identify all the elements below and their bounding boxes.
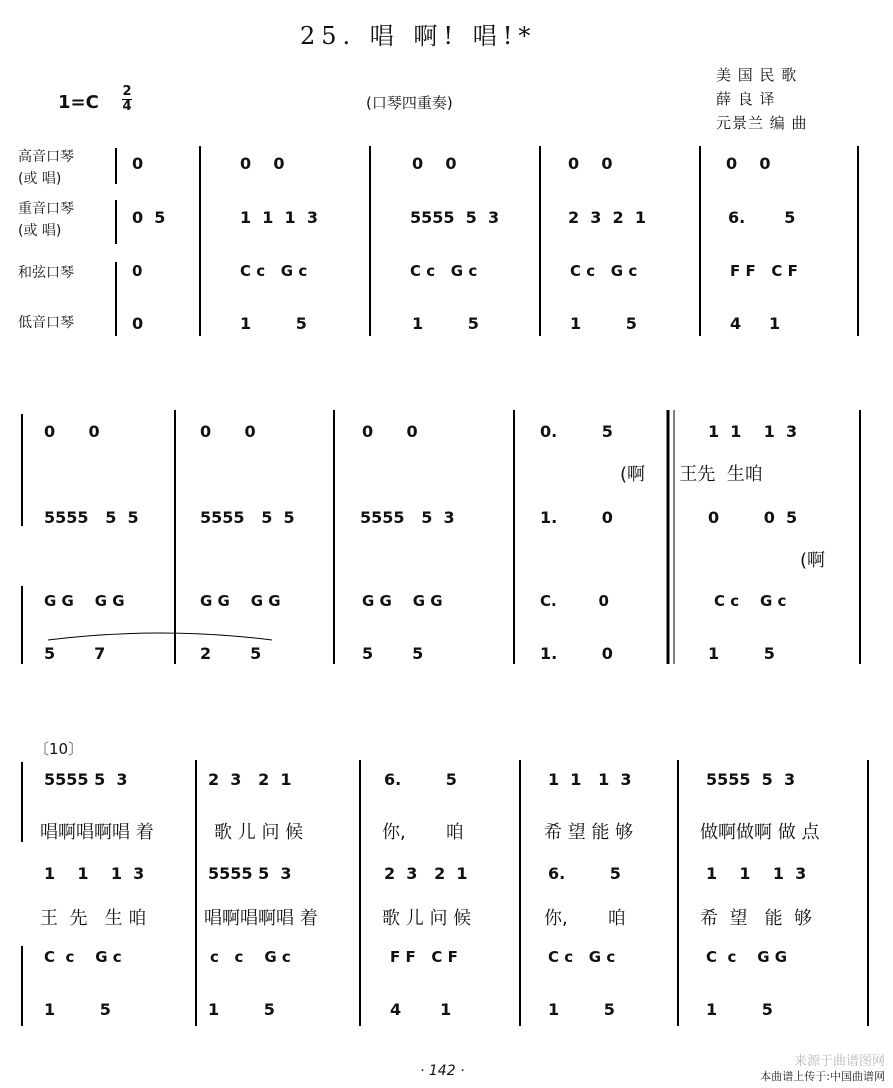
s3-soprano-m1: 5555 5 3 [44, 770, 128, 789]
s1-tenor-m4: 2 3 2 1 [568, 208, 646, 227]
rehearsal-mark: 〔10〕 [34, 740, 84, 758]
s2-tenor-m4: 1. 0 [540, 508, 613, 527]
s2-soprano-m2: 0 0 [200, 422, 256, 441]
s1-tenor-m3: 5555 5 3 [410, 208, 500, 227]
song-title: 25. 唱 啊! 唱!* [300, 22, 537, 50]
s3-soprano-lyric-m3: 你, 咱 [382, 822, 464, 843]
s3-soprano-m3: 6. 5 [384, 770, 457, 789]
s3-tenor-lyric-m5: 希 望 能 够 [700, 908, 813, 929]
page-number: · 142 · [420, 1063, 465, 1079]
instrument-label-tenor: 重音口琴 (或 唱) [18, 201, 74, 239]
s3-soprano-lyric-m5: 做啊做啊 做 点 [700, 822, 820, 843]
s2-chord-m4: C. 0 [540, 592, 609, 610]
instrument-label-bass: 低音口琴 [18, 315, 74, 331]
s3-soprano-m5: 5555 5 3 [706, 770, 796, 789]
subtitle: (口琴四重奏) [366, 94, 453, 112]
s1-bass-m2: 1 5 [240, 314, 307, 333]
s2-soprano-m1: 0 0 [44, 422, 100, 441]
s3-chord-m5: C c G G [706, 948, 788, 966]
s1-tenor-m1: 0 5 [132, 208, 166, 227]
s3-bass-m5: 1 5 [706, 1000, 773, 1019]
s2-tenor-m2: 5555 5 5 [200, 508, 295, 527]
s2-soprano-m3: 0 0 [362, 422, 418, 441]
s3-bass-m2: 1 5 [208, 1000, 275, 1019]
s3-soprano-m2: 2 3 2 1 [208, 770, 292, 789]
s2-soprano-m4: 0. 5 [540, 422, 613, 441]
key-signature: 1=C [58, 92, 99, 113]
s2-chord-m2: G G G G [200, 592, 281, 610]
time-signature-bottom: 4 [122, 99, 132, 114]
s3-tenor-m5: 1 1 1 3 [706, 864, 807, 883]
s3-soprano-lyric-m4: 希 望 能 够 [544, 822, 634, 843]
s1-tenor-m5: 6. 5 [728, 208, 796, 227]
s3-tenor-m2: 5555 5 3 [208, 864, 292, 883]
s1-soprano-m5: 0 0 [726, 154, 771, 173]
s2-tenor-m3: 5555 5 3 [360, 508, 455, 527]
s3-chord-m2: c c G c [210, 948, 291, 966]
watermark-top: 来源于曲谱图网 [793, 1054, 885, 1069]
instrument-label-soprano: 高音口琴 (或 唱) [18, 149, 74, 187]
s2-bass-m3: 5 5 [362, 644, 424, 663]
time-signature-top: 2 [122, 84, 132, 99]
s3-soprano-lyric-m1: 唱啊唱啊唱 着 [40, 822, 154, 843]
credit-arranger: 元景兰 编 曲 [716, 114, 808, 132]
s1-chord-m2: C c G c [240, 262, 308, 280]
credit-translator: 薛 良 译 [716, 90, 776, 108]
s1-chord-m5: F F C F [730, 262, 798, 280]
s1-bass-m5: 4 1 [730, 314, 781, 333]
s3-tenor-m4: 6. 5 [548, 864, 621, 883]
credit-origin: 美 国 民 歌 [716, 66, 798, 84]
watermark-bottom: 本曲谱上传于:中国曲谱网 [760, 1070, 885, 1083]
instrument-label-chord: 和弦口琴 [18, 265, 74, 281]
s1-tenor-m2: 1 1 1 3 [240, 208, 318, 227]
s2-soprano-lyric: (啊 王先 生咱 [620, 464, 763, 485]
s3-chord-m4: C c G c [548, 948, 616, 966]
s1-chord-m4: C c G c [570, 262, 638, 280]
s1-bass-m3: 1 5 [412, 314, 479, 333]
s2-chord-m1: G G G G [44, 592, 125, 610]
s2-chord-m3: G G G G [362, 592, 443, 610]
s3-chord-m3: F F C F [390, 948, 458, 966]
s2-bass-m2: 2 5 [200, 644, 262, 663]
s3-bass-m3: 4 1 [390, 1000, 452, 1019]
s2-chord-m5: C c G c [714, 592, 787, 610]
s3-tenor-m3: 2 3 2 1 [384, 864, 468, 883]
s1-bass-m4: 1 5 [570, 314, 637, 333]
s1-bass-m1: 0 [132, 314, 144, 333]
s2-tenor-m1: 5555 5 5 [44, 508, 139, 527]
s3-tenor-lyric-m1: 王 先 生 咱 [40, 908, 147, 929]
s3-soprano-m4: 1 1 1 3 [548, 770, 632, 789]
s3-tenor-lyric-m3: 歌 儿 问 候 [382, 908, 472, 929]
s3-tenor-m1: 1 1 1 3 [44, 864, 145, 883]
s2-bass-m1: 5 7 [44, 644, 106, 663]
s1-soprano-m2: 0 0 [240, 154, 285, 173]
s2-bass-m4: 1. 0 [540, 644, 613, 663]
s1-chord-m3: C c G c [410, 262, 478, 280]
s1-soprano-m1: 0 [132, 154, 144, 173]
s1-soprano-m4: 0 0 [568, 154, 613, 173]
s2-tenor-lyric: (啊 [800, 550, 826, 571]
s2-tenor-m5: 0 0 5 [708, 508, 798, 527]
s3-tenor-lyric-m2: 唱啊唱啊唱 着 [204, 908, 318, 929]
s2-bass-m5: 1 5 [708, 644, 775, 663]
s3-chord-m1: C c G c [44, 948, 122, 966]
s3-bass-m4: 1 5 [548, 1000, 615, 1019]
s1-chord-m1: 0 [132, 262, 143, 280]
s2-soprano-m5: 1 1 1 3 [708, 422, 798, 441]
s3-bass-m1: 1 5 [44, 1000, 111, 1019]
s3-soprano-lyric-m2: 歌 儿 问 候 [214, 822, 304, 843]
s1-soprano-m3: 0 0 [412, 154, 457, 173]
s3-tenor-lyric-m4: 你, 咱 [544, 908, 626, 929]
